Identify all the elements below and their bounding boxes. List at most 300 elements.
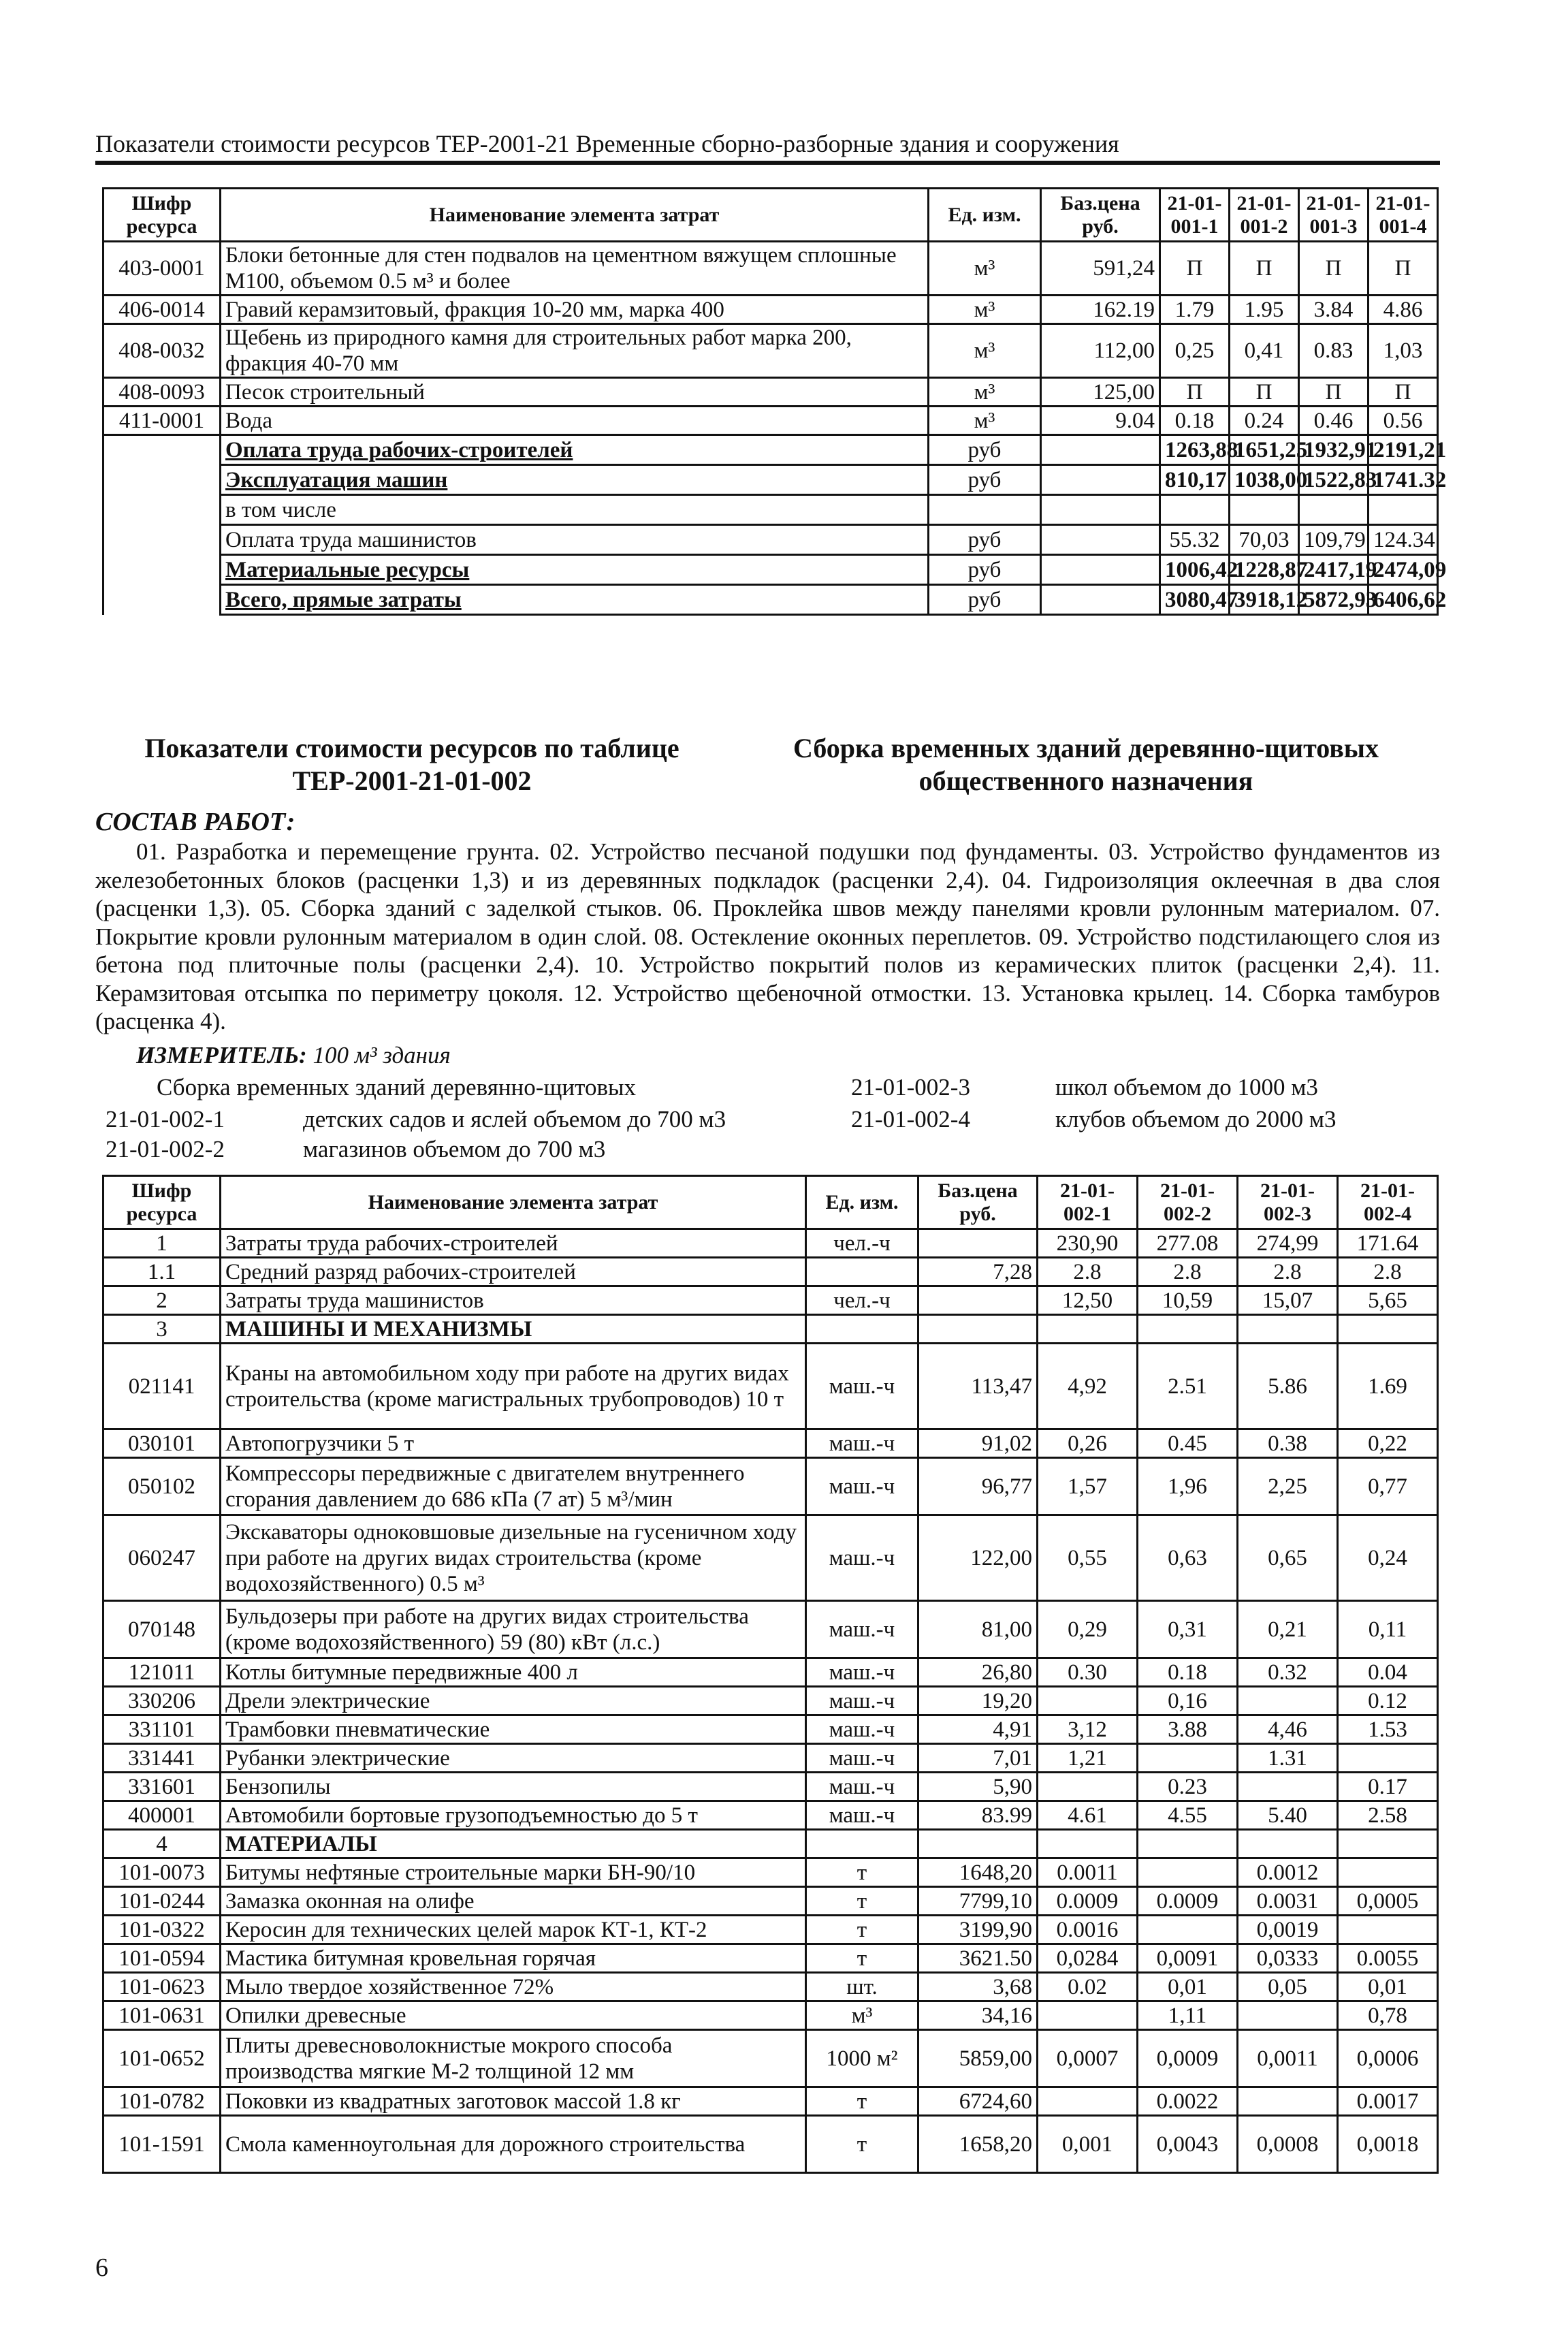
unit: т xyxy=(806,1858,918,1887)
summary-label: Эксплуатация машин xyxy=(225,467,448,492)
value-col-1 xyxy=(1038,1315,1138,1344)
value-col-4: 0,01 xyxy=(1338,1973,1438,2001)
table-row xyxy=(103,1973,1438,2001)
value-col-2: 2.51 xyxy=(1138,1344,1238,1429)
value-col-3 xyxy=(1238,1687,1338,1715)
value-col-3 xyxy=(1238,2087,1338,2116)
table-row xyxy=(103,1773,1438,1801)
unit xyxy=(806,1830,918,1858)
value-col-1 xyxy=(1160,495,1230,525)
value-col-3 xyxy=(1299,495,1369,525)
value-col-4: 0,0018 xyxy=(1338,2116,1438,2173)
unit: маш.-ч xyxy=(806,1458,918,1515)
value-col-2: 1651,25 xyxy=(1230,435,1299,465)
value-col-1 xyxy=(1038,2001,1138,2030)
value-col-4: 0.12 xyxy=(1338,1687,1438,1715)
value-col-2: 0,63 xyxy=(1138,1515,1238,1601)
value-col-4: 6406,62 xyxy=(1369,585,1438,615)
resource-code: 331101 xyxy=(103,1715,221,1744)
base-price xyxy=(918,1286,1038,1315)
value-col-2: 1228,87 xyxy=(1230,555,1299,585)
value-col-1: 1263,88 xyxy=(1160,435,1230,465)
value-col-1: 0.0009 xyxy=(1038,1887,1138,1916)
header-col-3: 21-01-001-3 xyxy=(1299,189,1369,242)
summary-name xyxy=(221,555,929,585)
value-col-4: 0,78 xyxy=(1338,2001,1438,2030)
base-price: 122,00 xyxy=(918,1515,1038,1601)
empty-cell xyxy=(103,525,221,555)
empty-cell xyxy=(103,435,221,465)
header-unit: Ед. изм. xyxy=(929,189,1041,242)
value-col-1: 2.8 xyxy=(1038,1258,1138,1286)
resource-name: Рубанки электрические xyxy=(221,1744,806,1773)
table-row xyxy=(103,324,1438,378)
unit: м³ xyxy=(929,242,1041,296)
resource-name: Автопогрузчики 5 т xyxy=(221,1429,806,1458)
resource-name: Компрессоры передвижные с двигателем внутреннего сгорания давлением до 686 кПа (7 ат) 5 м³/мин xyxy=(221,1458,806,1515)
value-col-3: 2417,19 xyxy=(1299,555,1369,585)
value-col-4: 0.56 xyxy=(1369,407,1438,435)
value-col-4 xyxy=(1338,1858,1438,1887)
resource-name: Битумы нефтяные строительные марки БН-90/10 xyxy=(221,1858,806,1887)
resource-name: Экскаваторы одноковшовые дизельные на гусеничном ходу при работе на других видах строительства (кроме водохозяйственного) 0.5 м³ xyxy=(221,1515,806,1601)
header-base-price: Баз.цена руб. xyxy=(1041,189,1160,242)
header-col-3: 21-01-002-3 xyxy=(1238,1176,1338,1229)
table-row xyxy=(103,2030,1438,2087)
summary-row xyxy=(103,555,1438,585)
value-col-1 xyxy=(1038,1773,1138,1801)
value-col-1: 1,21 xyxy=(1038,1744,1138,1773)
resource-name: Бензопилы xyxy=(221,1773,806,1801)
header-name: Наименование элемента затрат xyxy=(221,189,929,242)
value-col-3: 0.32 xyxy=(1238,1658,1338,1687)
table-row xyxy=(103,1229,1438,1258)
base-price: 112,00 xyxy=(1041,324,1160,378)
resource-code: 411-0001 xyxy=(103,407,221,435)
summary-label: Всего, прямые затраты xyxy=(225,587,462,612)
resource-name: Средний разряд рабочих-строителей xyxy=(221,1258,806,1286)
value-col-2 xyxy=(1138,1744,1238,1773)
resource-code: 330206 xyxy=(103,1687,221,1715)
header-base-price: Баз.цена руб. xyxy=(918,1176,1038,1229)
resource-name: МАТЕРИАЛЫ xyxy=(221,1830,806,1858)
value-col-3: 0,05 xyxy=(1238,1973,1338,2001)
section-title-right: Сборка временных зданий деревянно-щитовых общественного назначения xyxy=(793,733,1379,796)
value-col-3: 0.46 xyxy=(1299,407,1369,435)
unit: т xyxy=(806,1887,918,1916)
summary-row xyxy=(103,435,1438,465)
empty-cell xyxy=(1041,435,1160,465)
resource-name: Трамбовки пневматические xyxy=(221,1715,806,1744)
resource-code: 101-1591 xyxy=(103,2116,221,2173)
value-col-3: 0.0012 xyxy=(1238,1858,1338,1887)
value-col-4: 0.17 xyxy=(1338,1773,1438,1801)
resource-name: Блоки бетонные для стен подвалов на цементном вяжущем сплошные М100, объемом 0.5 м³ и более xyxy=(221,242,929,296)
resource-name: Мастика битумная кровельная горячая xyxy=(221,1944,806,1973)
value-col-2: 3.88 xyxy=(1138,1715,1238,1744)
table-row xyxy=(103,1458,1438,1515)
value-col-4 xyxy=(1369,495,1438,525)
table-header-row xyxy=(103,189,1438,242)
value-col-4: 0.0055 xyxy=(1338,1944,1438,1973)
value-col-2: 1038,00 xyxy=(1230,465,1299,495)
value-col-1 xyxy=(1038,2087,1138,2116)
value-col-2: 0.23 xyxy=(1138,1773,1238,1801)
resource-name: Поковки из квадратных заготовок массой 1.8 кг xyxy=(221,2087,806,2116)
value-col-1: 810,17 xyxy=(1160,465,1230,495)
value-col-4: 2474,09 xyxy=(1369,555,1438,585)
value-col-2: 0.18 xyxy=(1138,1658,1238,1687)
value-col-3: 5.86 xyxy=(1238,1344,1338,1429)
value-col-3: 3.84 xyxy=(1299,296,1369,324)
base-price: 125,00 xyxy=(1041,378,1160,407)
value-col-1: 0,26 xyxy=(1038,1429,1138,1458)
unit: руб xyxy=(929,465,1041,495)
table-row xyxy=(103,1858,1438,1887)
header-unit: Ед. изм. xyxy=(806,1176,918,1229)
resource-name: Бульдозеры при работе на других видах строительства (кроме водохозяйственного) 59 (80) кВт (л.с.) xyxy=(221,1601,806,1658)
base-price: 7799,10 xyxy=(918,1887,1038,1916)
unit xyxy=(806,1258,918,1286)
value-col-4: 0,22 xyxy=(1338,1429,1438,1458)
value-col-4: 2191,21 xyxy=(1369,435,1438,465)
table-row xyxy=(103,1286,1438,1315)
resource-name: Керосин для технических целей марок КТ-1, КТ-2 xyxy=(221,1916,806,1944)
resource-code: 101-0073 xyxy=(103,1858,221,1887)
header-col-2: 21-01-001-2 xyxy=(1230,189,1299,242)
table-row xyxy=(103,1344,1438,1429)
resource-name: Краны на автомобильном ходу при работе на других видах строительства (кроме магистральных трубопроводов) 10 т xyxy=(221,1344,806,1429)
value-col-3 xyxy=(1238,1773,1338,1801)
resource-name: Автомобили бортовые грузоподъемностью до 5 т xyxy=(221,1801,806,1830)
value-col-1: 3,12 xyxy=(1038,1715,1138,1744)
resource-code: 101-0631 xyxy=(103,2001,221,2030)
value-col-3 xyxy=(1238,1315,1338,1344)
header-code: Шифр ресурса xyxy=(103,1176,221,1229)
running-header: Показатели стоимости ресурсов ТЕР-2001-21 Временные сборно-разборные здания и сооружения xyxy=(95,130,1119,157)
summary-name xyxy=(221,525,929,555)
value-col-4 xyxy=(1338,1830,1438,1858)
unit: т xyxy=(806,1944,918,1973)
value-col-1: 230,90 xyxy=(1038,1229,1138,1258)
value-col-1: 3080,47 xyxy=(1160,585,1230,615)
summary-label: Оплата труда рабочих-строителей xyxy=(225,437,573,462)
summary-row xyxy=(103,525,1438,555)
value-col-1: 0.30 xyxy=(1038,1658,1138,1687)
unit: м³ xyxy=(929,296,1041,324)
value-col-3: 1.31 xyxy=(1238,1744,1338,1773)
value-col-3: 2,25 xyxy=(1238,1458,1338,1515)
variant-code: 21-01-002-1 xyxy=(106,1106,225,1132)
base-price: 3,68 xyxy=(918,1973,1038,2001)
resource-name: МАШИНЫ И МЕХАНИЗМЫ xyxy=(221,1315,806,1344)
value-col-2: 10,59 xyxy=(1138,1286,1238,1315)
works-text: 01. Разработка и перемещение грунта. 02. Устройство песчаной подушки под фундаменты. 03. Устройство фундаментов из железобетонных блоков (расценки 1,3) и из деревянных подкладок (расценки 2,4). 04. Гидроизоляция оклеечная в два слоя (расценки 1,3). 05. Сборка зданий с заделкой стыков. 06. Проклейка швов между панелями кровли рулонным материалом. 07. Покрытие кровли рулонным материалом в один слой. 08. Остекление оконных переплетов. 09. Устройство подстилающего слоя из бетона под плиточные полы (расценки 2,4). 10. Устройство покрытий полов из керамических плиток (расценки 2,4). 11. Керамзитовая отсыпка по периметру цоколя. 12. Устройство щебеночной отмостки. 13. Установка крылец. 14. Сборка тамбуров (расценка 4). xyxy=(95,838,1440,1034)
base-price: 5859,00 xyxy=(918,2030,1038,2087)
resource-table-002 xyxy=(102,1175,1439,2174)
value-col-2: 2.8 xyxy=(1138,1258,1238,1286)
value-col-4: 1741.32 xyxy=(1369,465,1438,495)
unit: маш.-ч xyxy=(806,1429,918,1458)
resource-code: 050102 xyxy=(103,1458,221,1515)
summary-row xyxy=(103,585,1438,615)
variants-intro: Сборка временных зданий деревянно-щитовых xyxy=(157,1074,636,1100)
table-row xyxy=(103,296,1438,324)
value-col-2: 1,96 xyxy=(1138,1458,1238,1515)
value-col-2: П xyxy=(1230,378,1299,407)
resource-code: 408-0093 xyxy=(103,378,221,407)
unit: чел.-ч xyxy=(806,1229,918,1258)
variant-code: 21-01-002-3 xyxy=(851,1074,970,1100)
value-col-4: 1,03 xyxy=(1369,324,1438,378)
empty-cell xyxy=(1041,495,1160,525)
resource-name: Плиты древесноволокнистые мокрого способа производства мягкие М-2 толщиной 12 мм xyxy=(221,2030,806,2087)
unit: м³ xyxy=(929,407,1041,435)
value-col-4: 1.69 xyxy=(1338,1344,1438,1429)
base-price: 591,24 xyxy=(1041,242,1160,296)
value-col-1: 1,57 xyxy=(1038,1458,1138,1515)
base-price: 96,77 xyxy=(918,1458,1038,1515)
variant-desc: детских садов и яслей объемом до 700 м3 xyxy=(303,1106,726,1132)
value-col-2 xyxy=(1138,1916,1238,1944)
resource-table-001 xyxy=(102,187,1447,616)
value-col-1: 0.0016 xyxy=(1038,1916,1138,1944)
table-body xyxy=(103,242,1447,615)
value-col-2: 0,41 xyxy=(1230,324,1299,378)
page-number: 6 xyxy=(95,2253,108,2282)
unit: маш.-ч xyxy=(806,1801,918,1830)
value-col-4: П xyxy=(1369,378,1438,407)
unit: руб xyxy=(929,525,1041,555)
value-col-2: 277.08 xyxy=(1138,1229,1238,1258)
value-col-1: 0.18 xyxy=(1160,407,1230,435)
value-col-4: 5,65 xyxy=(1338,1286,1438,1315)
table-row xyxy=(103,1515,1438,1601)
resource-name: Гравий керамзитовый, фракция 10-20 мм, марка 400 xyxy=(221,296,929,324)
unit: руб xyxy=(929,555,1041,585)
value-col-3: 0,21 xyxy=(1238,1601,1338,1658)
unit: руб xyxy=(929,435,1041,465)
value-col-3: 0,65 xyxy=(1238,1515,1338,1601)
value-col-3: П xyxy=(1299,378,1369,407)
value-col-2: 70,03 xyxy=(1230,525,1299,555)
value-col-3: 1932,91 xyxy=(1299,435,1369,465)
value-col-2: 0.24 xyxy=(1230,407,1299,435)
value-col-4: 0,0005 xyxy=(1338,1887,1438,1916)
variant-code: 21-01-002-4 xyxy=(851,1106,970,1132)
value-col-3: 4,46 xyxy=(1238,1715,1338,1744)
resource-code: 101-0623 xyxy=(103,1973,221,2001)
value-col-1 xyxy=(1038,1830,1138,1858)
value-col-2: 0,0009 xyxy=(1138,2030,1238,2087)
base-price: 4,91 xyxy=(918,1715,1038,1744)
value-col-1: 12,50 xyxy=(1038,1286,1138,1315)
resource-code: 408-0032 xyxy=(103,324,221,378)
value-col-2: 0,31 xyxy=(1138,1601,1238,1658)
value-col-3: П xyxy=(1299,242,1369,296)
table-row xyxy=(103,1916,1438,1944)
value-col-3: 5872,93 xyxy=(1299,585,1369,615)
value-col-1: 1006,42 xyxy=(1160,555,1230,585)
unit: м³ xyxy=(929,324,1041,378)
resource-code: 331601 xyxy=(103,1773,221,1801)
resource-code: 403-0001 xyxy=(103,242,221,296)
base-price: 34,16 xyxy=(918,2001,1038,2030)
value-col-3: 0,0019 xyxy=(1238,1916,1338,1944)
resource-code: 101-0322 xyxy=(103,1916,221,1944)
resource-code: 101-0782 xyxy=(103,2087,221,2116)
value-col-2: 0,01 xyxy=(1138,1973,1238,2001)
table-header-row xyxy=(103,1176,1438,1229)
variant-desc: магазинов объемом до 700 м3 xyxy=(303,1136,606,1162)
resource-code: 400001 xyxy=(103,1801,221,1830)
header-rule xyxy=(95,161,1440,165)
header-code: Шифр ресурса xyxy=(103,189,221,242)
empty-cell xyxy=(1041,465,1160,495)
table-body xyxy=(103,1229,1438,2173)
table-row xyxy=(103,1601,1438,1658)
value-col-2 xyxy=(1230,495,1299,525)
resource-name: Щебень из природного камня для строительных работ марка 200, фракция 40-70 мм xyxy=(221,324,929,378)
table-row xyxy=(103,242,1438,296)
resource-code: 030101 xyxy=(103,1429,221,1458)
value-col-2: 0.45 xyxy=(1138,1429,1238,1458)
value-col-2: 3918,12 xyxy=(1230,585,1299,615)
resource-code: 101-0652 xyxy=(103,2030,221,2087)
value-col-3: 15,07 xyxy=(1238,1286,1338,1315)
value-col-3: 274,99 xyxy=(1238,1229,1338,1258)
value-col-1: 0.0011 xyxy=(1038,1858,1138,1887)
value-col-1: П xyxy=(1160,378,1230,407)
section-row xyxy=(103,1315,1438,1344)
resource-code: 060247 xyxy=(103,1515,221,1601)
works-heading: СОСТАВ РАБОТ: xyxy=(95,808,295,836)
value-col-2: 0,0043 xyxy=(1138,2116,1238,2173)
unit xyxy=(929,495,1041,525)
value-col-2 xyxy=(1138,1830,1238,1858)
base-price: 7,28 xyxy=(918,1258,1038,1286)
unit: м³ xyxy=(806,2001,918,2030)
value-col-3 xyxy=(1238,2001,1338,2030)
resource-name: Затраты труда рабочих-строителей xyxy=(221,1229,806,1258)
table-row xyxy=(103,1429,1438,1458)
value-col-4: П xyxy=(1369,242,1438,296)
value-col-3: 0.38 xyxy=(1238,1429,1338,1458)
resource-code: 101-0244 xyxy=(103,1887,221,1916)
table-row xyxy=(103,1658,1438,1687)
table-row xyxy=(103,1715,1438,1744)
base-price xyxy=(918,1830,1038,1858)
table-row xyxy=(103,2116,1438,2173)
value-col-2: 0.0022 xyxy=(1138,2087,1238,2116)
table-row xyxy=(103,1258,1438,1286)
resource-name: Затраты труда машинистов xyxy=(221,1286,806,1315)
summary-name xyxy=(221,585,929,615)
summary-name xyxy=(221,495,929,525)
value-col-4: 2.58 xyxy=(1338,1801,1438,1830)
table-row xyxy=(103,2087,1438,2116)
empty-cell xyxy=(1041,525,1160,555)
value-col-4 xyxy=(1338,1744,1438,1773)
variant-desc: школ объемом до 1000 м3 xyxy=(1055,1074,1318,1100)
table-row xyxy=(103,1744,1438,1773)
value-col-2: 0,0091 xyxy=(1138,1944,1238,1973)
empty-cell xyxy=(103,465,221,495)
value-col-4 xyxy=(1338,1916,1438,1944)
resource-code: 406-0014 xyxy=(103,296,221,324)
meter-value: 100 м³ здания xyxy=(313,1042,451,1068)
base-price: 1648,20 xyxy=(918,1858,1038,1887)
unit: маш.-ч xyxy=(806,1515,918,1601)
resource-code: 021141 xyxy=(103,1344,221,1429)
unit: маш.-ч xyxy=(806,1687,918,1715)
unit: шт. xyxy=(806,1973,918,2001)
unit: маш.-ч xyxy=(806,1744,918,1773)
value-col-3: 0,0008 xyxy=(1238,2116,1338,2173)
empty-cell xyxy=(103,585,221,615)
meter-label: ИЗМЕРИТЕЛЬ: xyxy=(136,1042,307,1068)
unit: маш.-ч xyxy=(806,1773,918,1801)
value-col-3: 109,79 xyxy=(1299,525,1369,555)
value-col-4 xyxy=(1338,1315,1438,1344)
value-col-2: 1,11 xyxy=(1138,2001,1238,2030)
summary-label: Материальные ресурсы xyxy=(225,557,470,582)
base-price: 9.04 xyxy=(1041,407,1160,435)
unit xyxy=(806,1315,918,1344)
resource-name: Мыло твердое хозяйственное 72% xyxy=(221,1973,806,2001)
unit: т xyxy=(806,2116,918,2173)
unit: т xyxy=(806,1916,918,1944)
base-price: 3621.50 xyxy=(918,1944,1038,1973)
unit: маш.-ч xyxy=(806,1601,918,1658)
value-col-1: 0,55 xyxy=(1038,1515,1138,1601)
empty-cell xyxy=(103,555,221,585)
table-row xyxy=(103,378,1438,407)
header-col-4: 21-01-002-4 xyxy=(1338,1176,1438,1229)
table-row xyxy=(103,407,1438,435)
value-col-3: 2.8 xyxy=(1238,1258,1338,1286)
resource-name: Опилки древесные xyxy=(221,2001,806,2030)
header-name: Наименование элемента затрат xyxy=(221,1176,806,1229)
base-price: 113,47 xyxy=(918,1344,1038,1429)
summary-label: в том числе xyxy=(225,497,336,522)
summary-row xyxy=(103,465,1438,495)
value-col-4: 0.04 xyxy=(1338,1658,1438,1687)
value-col-3: 1522,83 xyxy=(1299,465,1369,495)
table-row xyxy=(103,2001,1438,2030)
header-col-1: 21-01-002-1 xyxy=(1038,1176,1138,1229)
value-col-4: 0,0006 xyxy=(1338,2030,1438,2087)
base-price: 3199,90 xyxy=(918,1916,1038,1944)
unit: м³ xyxy=(929,378,1041,407)
unit: т xyxy=(806,2087,918,2116)
value-col-3: 0.83 xyxy=(1299,324,1369,378)
variant-code: 21-01-002-2 xyxy=(106,1136,225,1162)
header-col-1: 21-01-001-1 xyxy=(1160,189,1230,242)
meter-line xyxy=(136,1042,451,1069)
empty-cell xyxy=(1041,555,1160,585)
resource-name: Дрели электрические xyxy=(221,1687,806,1715)
value-col-2: 1.95 xyxy=(1230,296,1299,324)
section-title-left: Показатели стоимости ресурсов по таблице ТЕР-2001-21-01-002 xyxy=(144,733,679,796)
base-price: 1658,20 xyxy=(918,2116,1038,2173)
base-price: 6724,60 xyxy=(918,2087,1038,2116)
resource-code: 101-0594 xyxy=(103,1944,221,1973)
empty-cell xyxy=(103,495,221,525)
base-price: 5,90 xyxy=(918,1773,1038,1801)
resource-name: Замазка оконная на олифе xyxy=(221,1887,806,1916)
unit: 1000 м² xyxy=(806,2030,918,2087)
